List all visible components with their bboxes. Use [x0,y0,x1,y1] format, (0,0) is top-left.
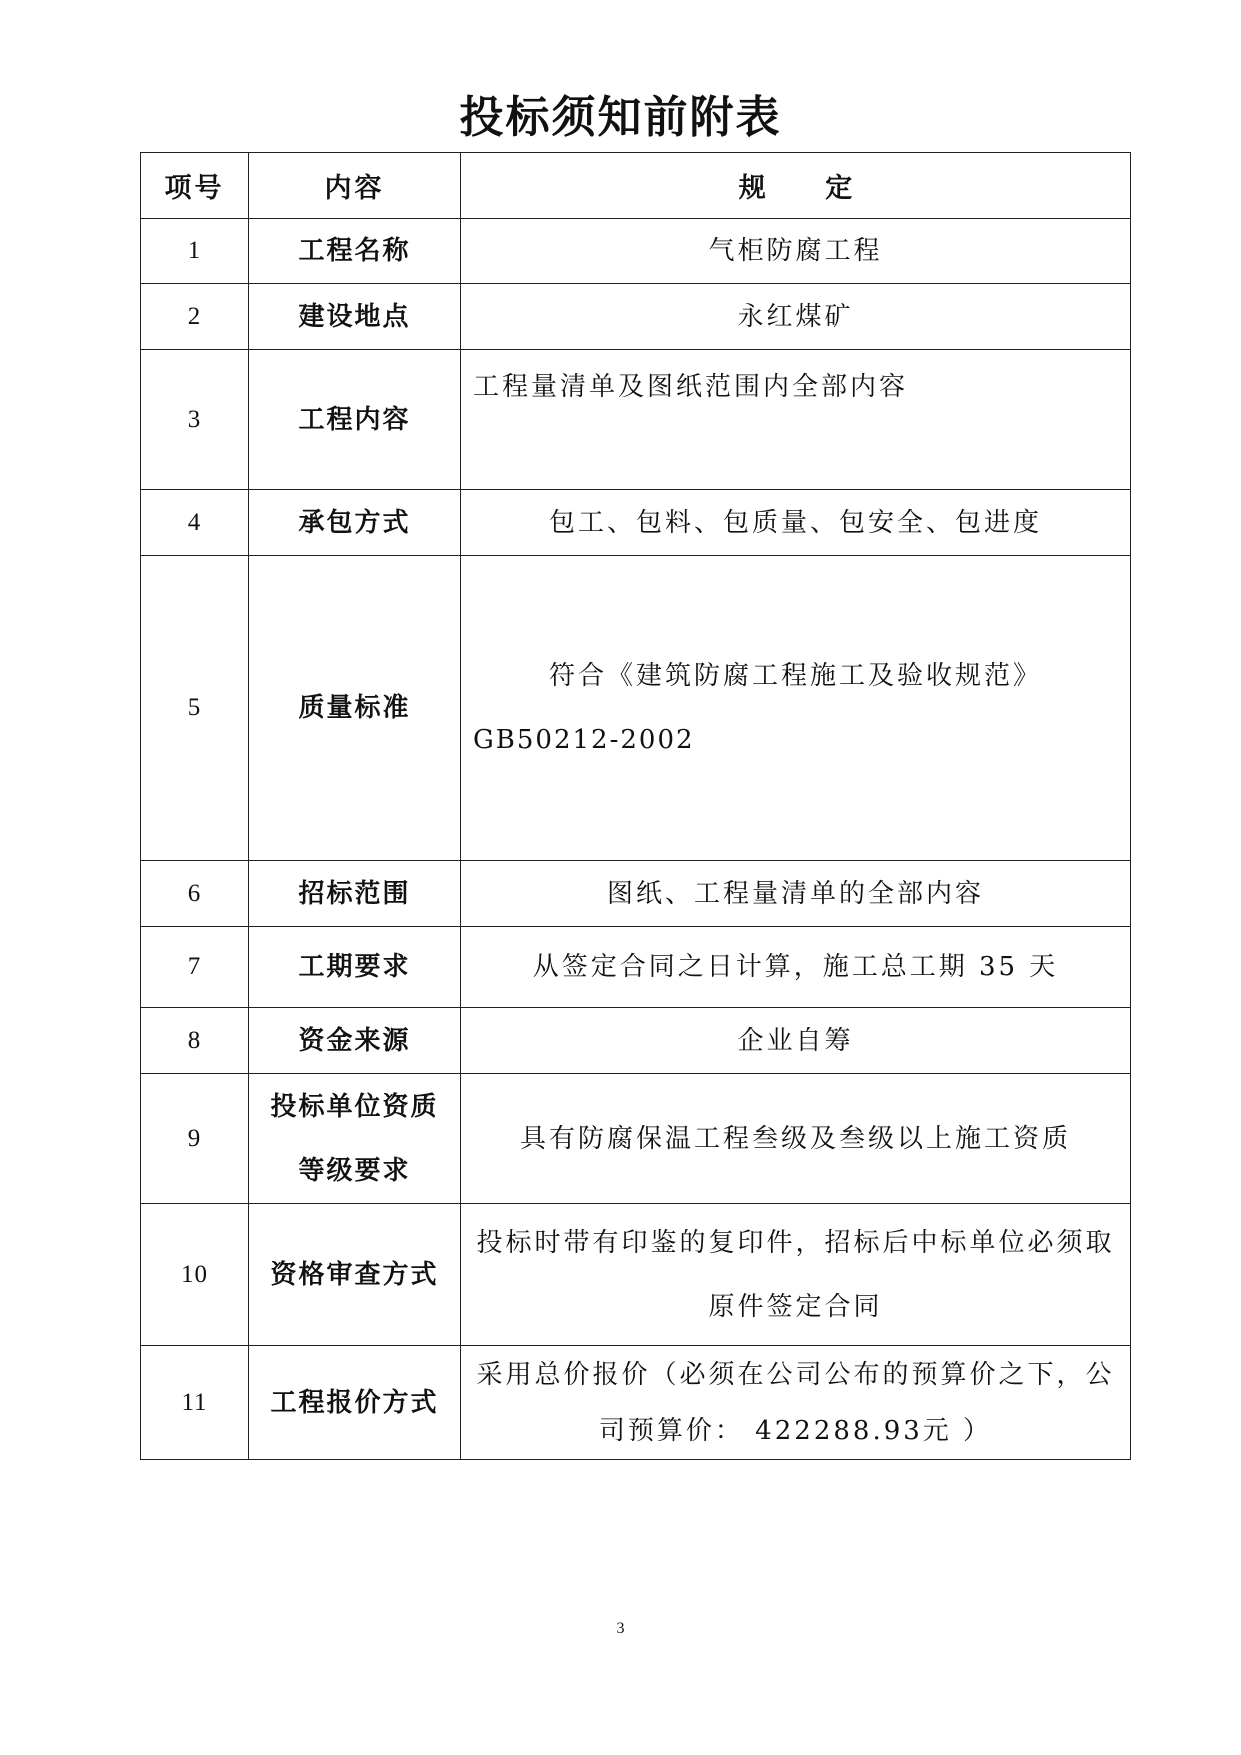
row-label-line: 投标单位资质 [270,1091,439,1122]
row-value: 图纸、工程量清单的全部内容 [461,861,1131,927]
row-number: 10 [141,1204,249,1346]
row-value: 永红煤矿 [461,284,1131,350]
table-row [141,927,1131,1008]
row-label: 招标范围 [249,861,461,927]
row-number: 1 [141,219,249,284]
quality-standard-code: GB50212-2002 [473,725,695,755]
header-rule: 规 定 [461,153,1131,219]
row-label: 工期要求 [249,927,461,1008]
table-row [141,284,1131,350]
table-header-row [141,153,1131,219]
row-label: 资格审查方式 [249,1204,461,1346]
table-row [141,556,1131,861]
row-value: 企业自筹 [461,1008,1131,1074]
row-value [461,556,1131,861]
row-number: 2 [141,284,249,350]
row-value: 工程量清单及图纸范围内全部内容 [461,350,1131,490]
row-number: 7 [141,927,249,1008]
table-row [141,350,1131,490]
table-row [141,1204,1131,1346]
row-label-line: 等级要求 [298,1155,411,1186]
table-row [141,1008,1131,1074]
row-value-line: 司预算价： 422288.93元 ） [598,1415,993,1446]
row-number: 4 [141,490,249,556]
page-number: 3 [616,1620,625,1637]
row-value-line: 原件签定合同 [708,1291,883,1322]
row-number: 8 [141,1008,249,1074]
header-content: 内容 [249,153,461,219]
row-label: 工程报价方式 [249,1346,461,1460]
page-title: 投标须知前附表 [459,92,782,143]
row-value-line: 采用总价报价（必须在公司公布的预算价之下，公 [476,1359,1115,1390]
row-number: 5 [141,556,249,861]
row-label: 建设地点 [249,284,461,350]
bid-notice-table [140,152,1131,1460]
row-value: 从签定合同之日计算，施工总工期 35 天 [461,927,1131,1008]
row-value: 气柜防腐工程 [461,219,1131,284]
row-label: 资金来源 [249,1008,461,1074]
row-value: 具有防腐保温工程叁级及叁级以上施工资质 [461,1074,1131,1204]
row-label: 质量标准 [249,556,461,861]
table-row [141,490,1131,556]
table-row [141,861,1131,927]
row-number: 9 [141,1074,249,1204]
row-number: 6 [141,861,249,927]
row-value-line: 投标时带有印鉴的复印件，招标后中标单位必须取 [476,1227,1115,1258]
table-row [141,1346,1131,1460]
row-label: 承包方式 [249,490,461,556]
quality-standard-line: 符合《建筑防腐工程施工及验收规范》 [548,661,1042,691]
table-row [141,1074,1131,1204]
row-value [461,1204,1131,1346]
row-label: 工程内容 [249,350,461,490]
row-value: 包工、包料、包质量、包安全、包进度 [461,490,1131,556]
row-number: 11 [141,1346,249,1460]
header-item: 项号 [141,153,249,219]
row-label [249,1074,461,1204]
table-row [141,219,1131,284]
row-value [461,1346,1131,1460]
row-number: 3 [141,350,249,490]
row-label: 工程名称 [249,219,461,284]
